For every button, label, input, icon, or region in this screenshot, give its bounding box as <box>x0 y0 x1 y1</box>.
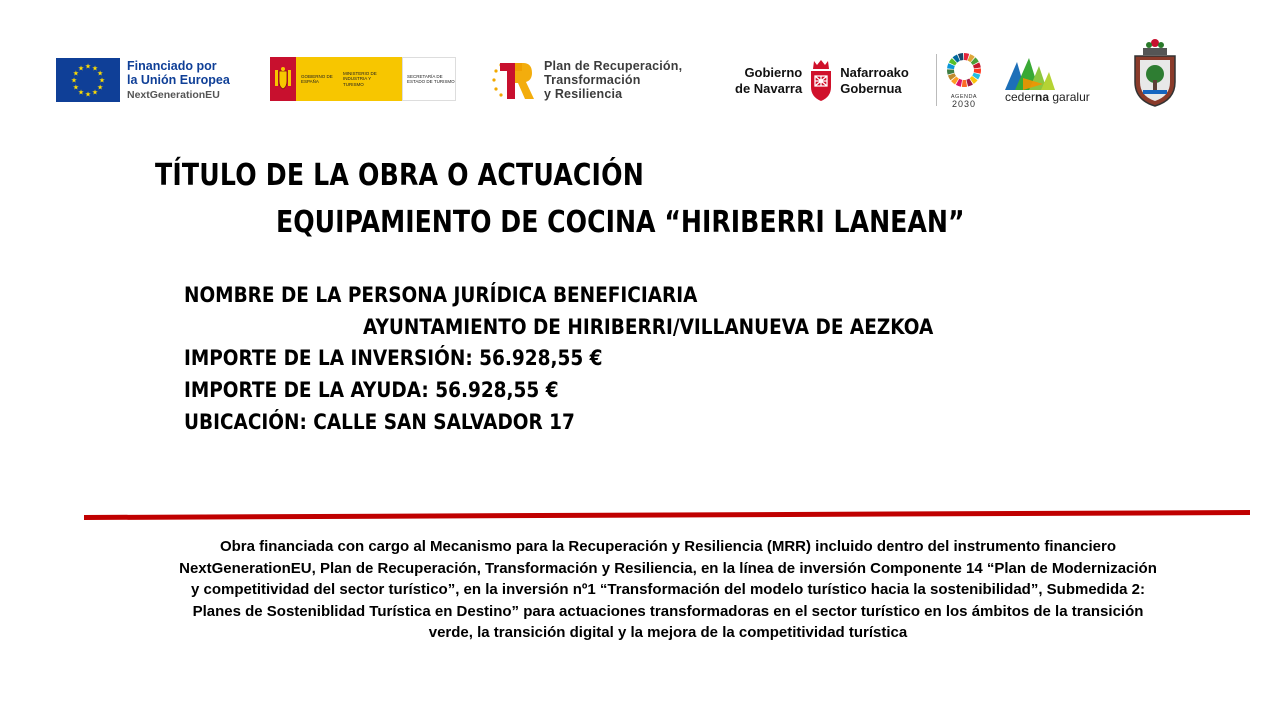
spain-coat-of-arms-icon <box>270 57 296 101</box>
prtr-line3: y Resiliencia <box>544 87 623 101</box>
eu-star-icon: ★ <box>72 70 80 78</box>
prtr-logo <box>490 55 710 105</box>
spain-government-label: GOBIERNO DE ESPAÑA <box>301 73 333 84</box>
eu-logo-line1: Financiado por <box>127 58 217 73</box>
secretary-label: SECRETARÍA DE ESTADO DE TURISMO <box>407 73 455 84</box>
cederna-text-c: garalur <box>1049 90 1090 104</box>
prtr-emblem-icon <box>490 57 534 103</box>
location: UBICACIÓN: CALLE SAN SALVADOR 17 <box>184 410 575 434</box>
document-title: TÍTULO DE LA OBRA O ACTUACIÓN <box>155 158 644 193</box>
red-divider <box>84 509 1250 521</box>
prtr-line2: Transformación <box>544 73 641 87</box>
eu-funding-logo <box>56 57 256 103</box>
navarra-es-line1: Gobierno <box>744 65 803 80</box>
eu-logo-line3: NextGenerationEU <box>127 89 220 102</box>
agenda-caption: AGENDA <box>950 94 978 100</box>
sdg-segment <box>962 80 967 87</box>
disclaimer-line3: y competitividad del sector turístico”, en la inversión nº1 “Transformación del modelo turístico hacia la sostenibilidad”, Submedida 2: <box>190 581 1146 598</box>
eu-star-icon: ★ <box>77 65 85 73</box>
disclaimer-line4: Planes de Sosteniblidad Turística en Destino” para actuaciones transformadoras en el sector turístico en los ámbitos de la transición <box>192 602 1144 620</box>
investment-amount: IMPORTE DE LA INVERSIÓN: 56.928,55 € <box>184 346 603 370</box>
eu-logo-line2: la Unión Europea <box>127 72 230 87</box>
agenda-2030-logo <box>943 52 985 108</box>
gobierno-espana-logo <box>270 57 456 101</box>
beneficiary-value: AYUNTAMIENTO DE HIRIBERRI/VILLANUEVA DE AEZKOA <box>363 315 934 339</box>
eu-star-icon: ★ <box>96 84 104 92</box>
municipal-coat-of-arms-icon <box>1130 36 1180 108</box>
ministry-label: MINISTERIO DE INDUSTRIA Y TURISMO <box>343 70 377 87</box>
cederna-mountains-icon <box>1003 56 1063 90</box>
agenda-year: 2030 <box>951 99 977 109</box>
aid-amount: IMPORTE DE LA AYUDA: 56.928,55 € <box>184 378 559 402</box>
eu-flag-icon <box>56 58 120 102</box>
eu-star-icon: ★ <box>96 70 104 78</box>
sdg-segment <box>974 68 981 73</box>
disclaimer-line1: Obra financiada con cargo al Mecanismo para la Recuperación y Resiliencia (MRR) incluido dentro del instrumento financiero <box>219 538 1117 555</box>
navarra-eu-line1: Nafarroako <box>840 65 909 80</box>
cederna-text-b: na <box>1035 90 1050 104</box>
eu-star-icon: ★ <box>70 77 78 85</box>
funding-disclaimer <box>138 536 1198 644</box>
eu-star-icon: ★ <box>91 89 99 97</box>
project-name: EQUIPAMIENTO DE COCINA “HIRIBERRI LANEAN” <box>276 205 965 240</box>
cederna-garalur-logo <box>1003 56 1098 106</box>
eu-star-icon: ★ <box>91 65 99 73</box>
navarra-es-line2: de Navarra <box>735 81 803 96</box>
sdg-wheel-icon <box>945 52 983 88</box>
eu-star-icon: ★ <box>72 84 80 92</box>
navarra-eu-line2: Gobernua <box>840 81 902 96</box>
eu-star-icon: ★ <box>84 91 92 99</box>
cederna-text-a: ceder <box>1005 90 1036 104</box>
eu-star-icon: ★ <box>84 63 92 71</box>
eu-star-icon: ★ <box>98 77 106 85</box>
eu-star-icon: ★ <box>77 89 85 97</box>
prtr-line1: Plan de Recuperación, <box>544 59 683 73</box>
logo-separator <box>936 54 937 106</box>
disclaimer-line5: verde, la transición digital y la mejora de la competitividad turística <box>428 624 908 641</box>
gobierno-navarra-logo <box>735 56 935 106</box>
beneficiary-label: NOMBRE DE LA PERSONA JURÍDICA BENEFICIARIA <box>184 283 698 307</box>
navarra-shield-icon <box>808 59 834 103</box>
disclaimer-line2: NextGenerationEU, Plan de Recuperación, Transformación y Resiliencia, en la línea de inversión Componente 14 “Plan de Modernización <box>179 559 1157 577</box>
